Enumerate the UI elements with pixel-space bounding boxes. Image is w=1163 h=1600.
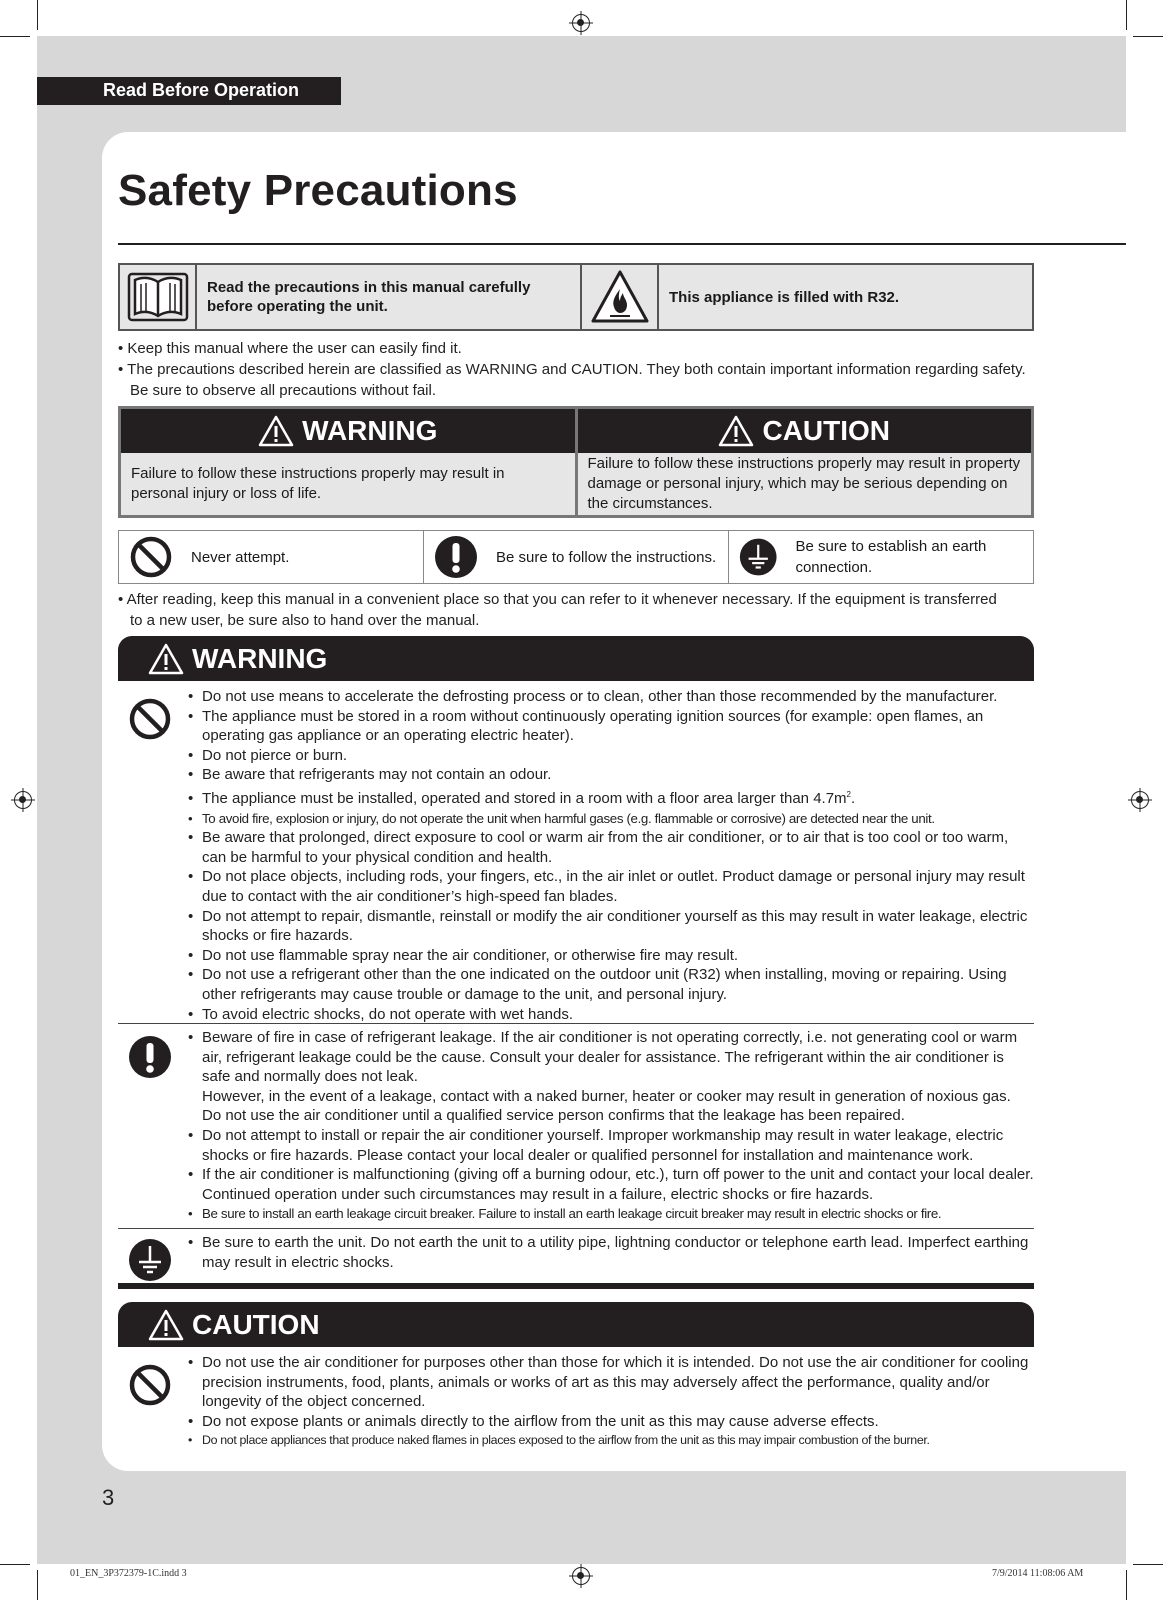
- section-divider: [118, 1228, 1034, 1229]
- signal-word-legend: [118, 406, 1034, 518]
- crop-mark: [1126, 1570, 1127, 1600]
- mandatory-action-icon: [128, 1035, 172, 1079]
- list-item-continuation: However, in the event of a leakage, contact with a naked burner, heater or cooker may result in generation of noxious gas. Do not use the air conditioner until a qualified service person confirms that the leakage has been repaired.: [202, 1087, 1011, 1125]
- caution-description: Failure to follow these instructions properly may result in property damage or personal injury, which may be serious depending on the circumstances.: [578, 453, 1032, 515]
- registration-mark-icon: [1131, 791, 1149, 809]
- title-divider: [118, 243, 1126, 245]
- caution-section-header: [118, 1302, 1034, 1347]
- list-item: • Do not attempt to install or repair the air conditioner yourself. Improper workmanship may result in water leakage, electric shocks or fire hazards. Please contact your local dealer or qualified personnel for installation and maintenance work.: [188, 1126, 1034, 1165]
- page-number: 3: [102, 1485, 115, 1510]
- list-item: • Do not attempt to repair, dismantle, reinstall or modify the air conditioner yourself as this may result in water leakage, electric shocks or fire hazards.: [188, 907, 1034, 946]
- intro-bullets: [118, 338, 1038, 401]
- symbol-never: [119, 531, 423, 583]
- prohibited-icon: [128, 1363, 172, 1407]
- crop-mark: [37, 0, 38, 30]
- symbol-earth: [728, 531, 1033, 583]
- caution-legend: [575, 409, 1032, 515]
- crop-mark: [1126, 0, 1127, 30]
- book-icon-cell: [120, 265, 197, 329]
- warning-triangle-icon: [148, 643, 184, 675]
- page-title: Safety Precautions: [118, 166, 518, 215]
- list-item: • The appliance must be installed, operated and stored in a room with a floor area larger than $4.7m^2$.: [188, 785, 1034, 809]
- list-item: • Do not use flammable spray near the air conditioner, or otherwise fire may result.: [188, 946, 1034, 966]
- flammable-icon-cell: [582, 265, 659, 329]
- list-item: • Do not expose plants or animals directly to the airflow from the unit as this may cause adverse effects.: [188, 1412, 1034, 1432]
- list-item: • To avoid fire, explosion or injury, do not operate the unit when harmful gases (e.g. flammable or corrosive) are detected near the unit.: [188, 809, 1034, 829]
- symbol-earth-label: Be sure to establish an earth connection.: [795, 538, 987, 576]
- crop-mark: [1133, 36, 1163, 37]
- list-item: • Be sure to earth the unit. Do not earth the unit to a utility pipe, lightning conductor or telephone earth lead. Imperfect earthing may result in electric shocks.: [188, 1233, 1034, 1272]
- mandatory-action-icon: [434, 535, 478, 579]
- warning-section-header: [118, 636, 1034, 681]
- caution-prohibited-group: [118, 1353, 1034, 1451]
- list-item: • To avoid electric shocks, do not operate with wet hands.: [188, 1005, 1034, 1025]
- list-item: • Be sure to install an earth leakage circuit breaker. Failure to install an earth leakage circuit breaker may result in electric shocks or fire.: [188, 1204, 1034, 1224]
- list-item: • Do not pierce or burn.: [188, 746, 1034, 766]
- registration-mark-icon: [14, 791, 32, 809]
- registration-mark-icon: [572, 1567, 590, 1585]
- symbol-never-label: Never attempt.: [191, 548, 290, 566]
- warning-prohibited-group: [118, 687, 1034, 1024]
- warning-section-title: WARNING: [192, 642, 328, 674]
- warning-legend: [121, 409, 575, 515]
- list-item: • After reading, keep this manual in a convenient place so that you can refer to it whenever necessary. If the equipment is transferred to a new user, be sure also to hand over the manual.: [118, 589, 998, 631]
- file-slug: 01_EN_3P372379-1C.indd 3: [70, 1568, 187, 1579]
- section-tab: Read Before Operation: [37, 77, 341, 105]
- caution-section-title: CAUTION: [192, 1308, 320, 1340]
- list-item: • Do not use a refrigerant other than the one indicated on the outdoor unit (R32) when installing, moving or repairing. Using other refrigerants may cause trouble or damage to the unit, and personal injury.: [188, 965, 1034, 1004]
- list-item: • Be aware that refrigerants may not contain an odour.: [188, 765, 1034, 785]
- warning-triangle-icon: [258, 415, 294, 447]
- warning-triangle-icon: [718, 415, 754, 447]
- symbol-follow-label: Be sure to follow the instructions.: [496, 548, 717, 566]
- caution-label: CAUTION: [762, 415, 891, 446]
- list-item: • Be aware that prolonged, direct exposure to cool or warm air from the air conditioner, or to air that is too cool or too warm, can be harmful to your physical condition and health.: [188, 828, 1034, 867]
- prohibited-icon: [129, 535, 173, 579]
- book-icon: [127, 270, 189, 324]
- list-item: • Do not use means to accelerate the defrosting process or to clean, other than those recommended by the manufacturer.: [188, 687, 1034, 707]
- warning-mandatory-group: [118, 1028, 1034, 1224]
- crop-mark: [0, 36, 30, 37]
- warning-earth-group: [118, 1233, 1034, 1272]
- earth-ground-icon: [128, 1238, 172, 1282]
- section-divider: [118, 1023, 1034, 1024]
- list-item: • The precautions described herein are classified as WARNING and CAUTION. They both contain important information regarding safety. Be sure to observe all precautions without fail.: [118, 359, 1038, 401]
- notice-table: [118, 263, 1034, 331]
- earth-ground-icon: [739, 535, 777, 579]
- print-timestamp: 7/9/2014 11:08:06 AM: [992, 1568, 1084, 1579]
- registration-mark-icon: [572, 14, 590, 32]
- crop-mark: [1133, 1564, 1163, 1565]
- section-end-rule: [118, 1283, 1034, 1289]
- warning-label: WARNING: [302, 415, 438, 446]
- crop-mark: [37, 1570, 38, 1600]
- warning-description: Failure to follow these instructions properly may result in personal injury or loss of life.: [121, 453, 575, 515]
- read-precautions-text: Read the precautions in this manual carefully before operating the unit.: [197, 265, 582, 329]
- warning-triangle-icon: [148, 1309, 184, 1341]
- symbol-legend: [118, 530, 1034, 584]
- list-item: • Do not place objects, including rods, your fingers, etc., in the air inlet or outlet. Product damage or personal injury may result due to contact with the air conditioner’s high-speed fan blades.: [188, 867, 1034, 906]
- list-item: • Do not place appliances that produce naked flames in places exposed to the airflow from the unit as this may impair combustion of the burner.: [188, 1431, 1034, 1451]
- list-item: • The appliance must be stored in a room without continuously operating ignition sources (for example: open flames, an operating gas appliance or an operating electric heater).: [188, 707, 1034, 746]
- flammable-warning-icon: [590, 269, 650, 325]
- crop-mark: [0, 1564, 30, 1565]
- list-item: • Keep this manual where the user can easily find it.: [118, 338, 1038, 359]
- r32-notice-text: This appliance is filled with R32.: [669, 288, 900, 306]
- symbol-follow: [423, 531, 728, 583]
- prohibited-icon: [128, 697, 172, 741]
- list-item: • If the air conditioner is malfunctioning (giving off a burning odour, etc.), turn off power to the unit and contact your local dealer. Continued operation under such circumstances may result in a failure, electric shocks or fire hazards.: [188, 1165, 1034, 1204]
- list-item: • Do not use the air conditioner for purposes other than those for which it is intended. Do not use the air conditioner for cooling precision instruments, food, plants, animals or works of art as this may adversely affect the performance, quality and/or longevity of the object concerned.: [188, 1353, 1034, 1412]
- after-reading-bullet: [118, 589, 998, 631]
- list-item: • Beware of fire in case of refrigerant leakage. If the air conditioner is not operating correctly, i.e. not generating cool or warm air, refrigerant leakage could be the cause. Consult your dealer for assistance. The refrigerant within the air conditioner is safe and normally does not leak.: [188, 1028, 1034, 1087]
